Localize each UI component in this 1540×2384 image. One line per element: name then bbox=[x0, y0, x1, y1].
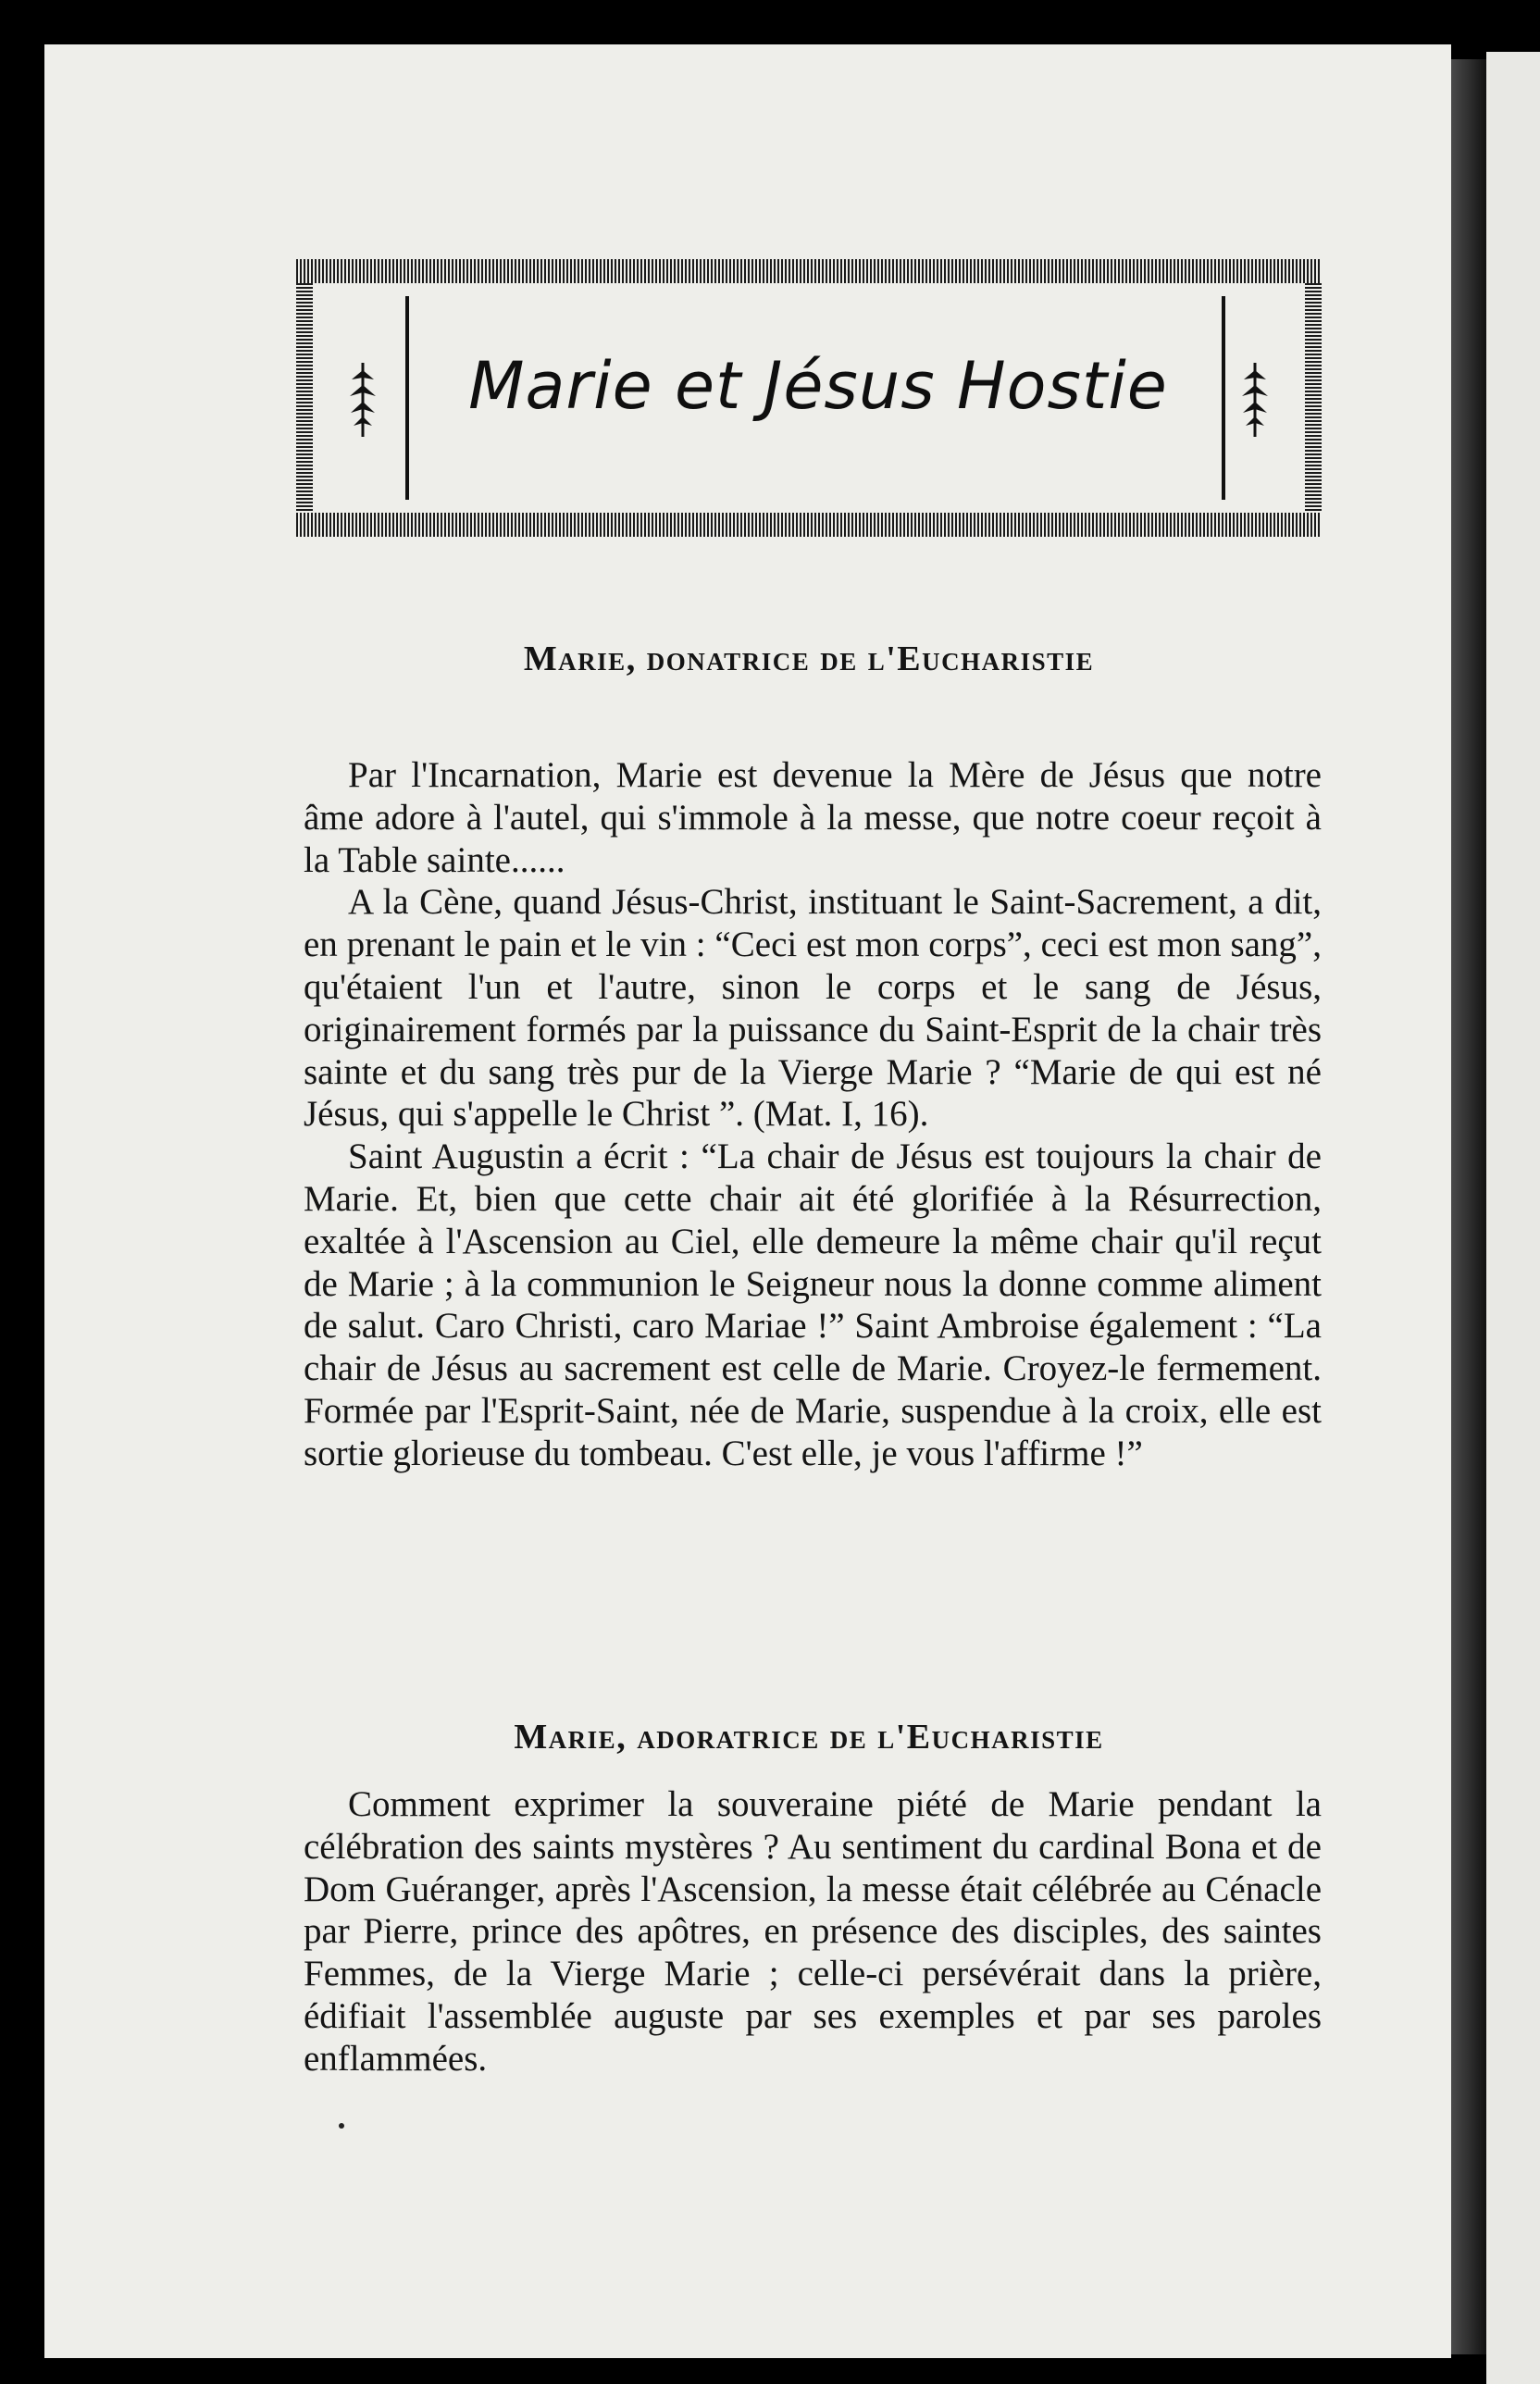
paragraph: Par l'Incarnation, Marie est devenue la Mère de Jésus que notre âme adore à l'autel, qui s'immole à la messe, que notre coeur reçoit à la Table sainte...... bbox=[304, 755, 1322, 880]
frame-hatch-bottom bbox=[296, 513, 1322, 537]
frame-hatch-right bbox=[1305, 283, 1322, 513]
adjacent-page-strip bbox=[1486, 52, 1540, 2384]
frame-hatch-left bbox=[296, 283, 313, 513]
paragraph: Saint Augustin a écrit : “La chair de Jésus est toujours la chair de Marie. Et, bien que cette chair ait été glorifiée à la Résurrection, exaltée à l'Ascension au Ciel, elle demeure la même chair qu'il reçut de Marie ; à la communion le Seigneur nous la donne comme aliment de salut. Caro Christi, caro Mariae !” Saint Ambroise également : “La chair de Jésus au sacrement est celle de Marie. Croyez-le fermement. Formée par l'Esprit-Saint, née de Marie, suspendue à la croix, elle est sortie glorieuse du tombeau. C'est elle, je vous l'affirme !” bbox=[304, 1136, 1322, 1473]
paragraph: A la Cène, quand Jésus-Christ, instituant le Saint-Sacrement, a dit, en prenant le pain et le vin : “Ceci est mon corps”, ceci est mon sang”, qu'étaient l'un et l'autre, sinon le corps et le sang de Jésus, originairement formés par la puissance du Saint-Esprit de la chair très sainte et du sang très pur de la Vierge Marie ? “Marie de qui est né Jésus, qui s'appelle le Christ ”. (Mat. I, 16). bbox=[304, 882, 1322, 1135]
frame-rule-right bbox=[1222, 296, 1225, 500]
wheat-ornament-icon bbox=[344, 359, 381, 439]
paragraph: Comment exprimer la souveraine piété de Marie pendant la célébration des saints mystères ? Au sentiment du cardinal Bona et de Dom Guéranger, après l'Ascension, la messe était célébrée au Cénacle par Pierre, prince des apôtres, en présence des disciples, des saintes Femmes, de la Vierge Marie ; celle-ci persévérait dans la prière, édifiait l'assemblée auguste par ses exemples et par ses paroles enflammées. bbox=[304, 1784, 1322, 2079]
title-frame bbox=[296, 259, 1322, 537]
section-body bbox=[304, 1783, 1322, 2080]
frame-rule-left bbox=[405, 296, 409, 500]
frame-hatch-top bbox=[296, 259, 1322, 283]
section-heading: Marie, donatrice de l'Eucharistie bbox=[523, 639, 1095, 678]
page-title: Marie et Jésus Hostie bbox=[468, 348, 1168, 424]
print-speck bbox=[339, 2123, 344, 2129]
page-edge-shadow bbox=[1451, 59, 1486, 2354]
section-heading: Marie, adoratrice de l'Eucharistie bbox=[514, 1718, 1104, 1757]
section-body bbox=[304, 754, 1322, 1475]
wheat-ornament-icon bbox=[1236, 359, 1273, 439]
